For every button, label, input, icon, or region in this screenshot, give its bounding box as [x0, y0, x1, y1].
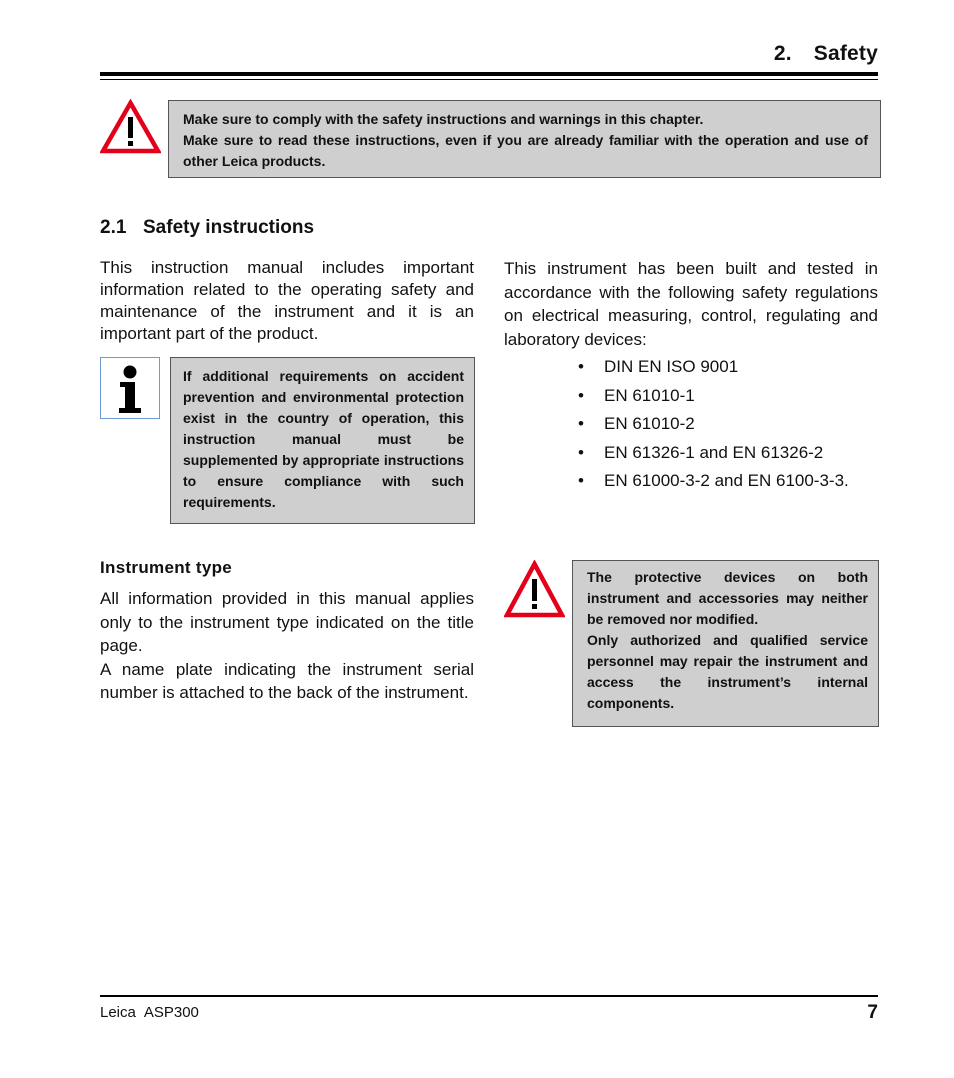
- info-box: [170, 357, 475, 524]
- footer-brand-model: [100, 1004, 199, 1021]
- instrument-type-para1: All information provided in this manual applies only to the instrument type indicated on the title page.: [100, 589, 474, 655]
- instrument-type-text: [100, 587, 474, 705]
- bullet-icon: •: [578, 442, 584, 462]
- top-warning-box: [168, 100, 881, 178]
- standard-text: DIN EN ISO 9001: [604, 357, 739, 376]
- warning-triangle-icon: [504, 560, 565, 618]
- list-item: [578, 412, 849, 441]
- footer-model: ASP300: [143, 1004, 199, 1021]
- list-item: [578, 441, 849, 470]
- bullet-icon: •: [578, 385, 584, 405]
- col2-intro-paragraph: This instrument has been built and tested in accordance with the following safety regulations on electrical measuring, control, regulating and laboratory devices:: [504, 259, 878, 349]
- top-warning-line2: Make sure to read these instructions, even if you are already familiar with the operation and use of other Leica products.: [183, 132, 868, 169]
- instrument-type-para2: A name plate indicating the instrument serial number is attached to the back of the instrument.: [100, 659, 474, 702]
- bullet-icon: •: [578, 471, 584, 490]
- service-warning-line2: Only authorized and qualified service personnel may repair the instrument and access the instrument’s internal components.: [587, 632, 868, 711]
- standards-list: [578, 355, 849, 498]
- chapter-number: 2.: [773, 42, 792, 65]
- info-icon: [100, 357, 160, 419]
- bullet-icon: •: [578, 357, 584, 376]
- list-item: [578, 469, 849, 498]
- header-rule-thin: [100, 79, 878, 80]
- standard-text: EN 61010-1: [604, 385, 695, 405]
- header-rule-thick: [100, 72, 878, 76]
- instrument-type-heading: Instrument type: [100, 558, 233, 577]
- info-box-text: If additional requirements on accident prevention and environmental protection exist in the country of operation, this instruction manual must be supplemented by appropriate instructions to ensure compliance with such requirements.: [183, 368, 464, 510]
- service-warning-box: [572, 560, 879, 727]
- chapter-title: Safety: [813, 42, 878, 65]
- standard-text: EN 61326-1 and EN 61326-2: [604, 442, 824, 462]
- standard-text: EN 61000-3-2 and EN 6100-3-3.: [604, 471, 849, 490]
- col1-intro-paragraph: This instruction manual includes important information related to the operating safety and maintenance of the instrument and it is an important part of the product.: [100, 258, 474, 343]
- footer-brand: Leica: [100, 1004, 136, 1021]
- section-number: 2.1: [100, 217, 127, 238]
- list-item: [578, 384, 849, 413]
- page-number: 7: [867, 1002, 878, 1023]
- footer-rule: [100, 995, 878, 997]
- section-title-text: Safety instructions: [143, 217, 315, 238]
- list-item: [578, 355, 849, 384]
- chapter-heading: [774, 42, 878, 66]
- service-warning-line1: The protective devices on both instrument and accessories may neither be removed nor modified.: [587, 569, 868, 627]
- bullet-icon: •: [578, 414, 584, 433]
- standard-text: EN 61010-2: [604, 414, 695, 433]
- section-title: [100, 217, 314, 239]
- top-warning-line1: Make sure to comply with the safety instructions and warnings in this chapter.: [183, 111, 704, 127]
- warning-triangle-icon: [100, 99, 161, 154]
